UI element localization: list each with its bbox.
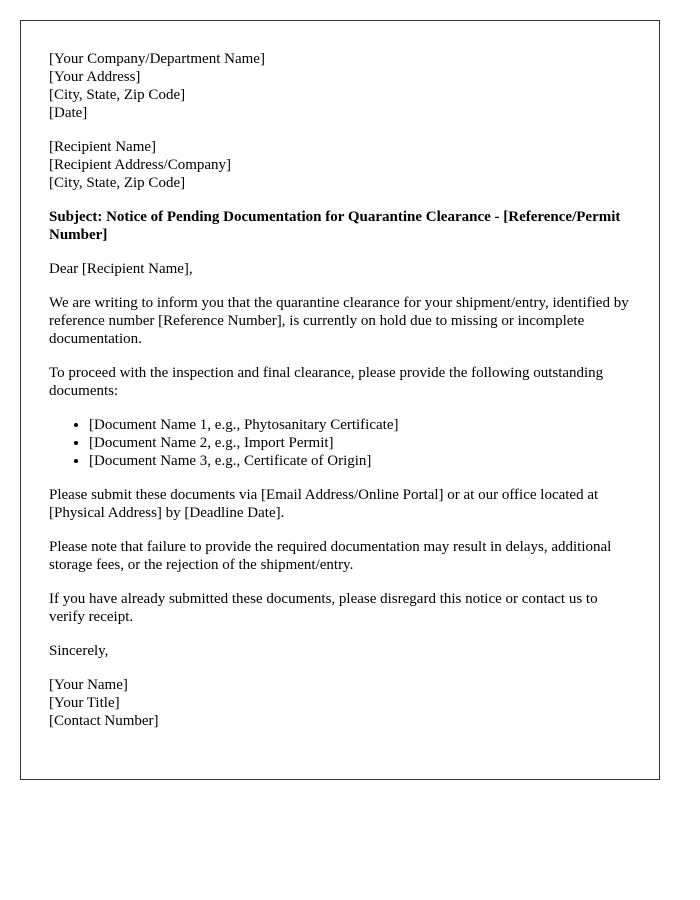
recipient-block (49, 138, 631, 192)
sender-city-state-zip: [City, State, Zip Code] (49, 87, 186, 103)
list-item: • [Document Name 2, e.g., Import Permit] (89, 434, 631, 452)
subject-line: Subject: Notice of Pending Documentation for Quarantine Clearance - [Reference/Permit Number] (49, 209, 621, 243)
submit-paragraph: Please submit these documents via [Email Address/Online Portal] or at our office located at [Physical Address] by [Deadline Date]. (49, 487, 599, 521)
recipient-address: [Recipient Address/Company] (49, 157, 232, 173)
recipient-name: [Recipient Name] (49, 139, 157, 155)
sender-company: [Your Company/Department Name] (49, 51, 265, 67)
request-paragraph: To proceed with the inspection and final clearance, please provide the following outstanding documents: (49, 365, 604, 399)
sender-address: [Your Address] (49, 69, 141, 85)
signature-title: [Your Title] (49, 695, 120, 711)
salutation: Dear [Recipient Name], (49, 261, 193, 277)
letter-date: [Date] (49, 105, 88, 121)
document-list (49, 416, 631, 470)
sender-block (49, 50, 631, 122)
closing: Sincerely, (49, 643, 109, 659)
disregard-paragraph: If you have already submitted these documents, please disregard this notice or contact us to verify receipt. (49, 591, 598, 625)
warning-paragraph: Please note that failure to provide the required documentation may result in delays, additional storage fees, or the rejection of the shipment/entry. (49, 539, 612, 573)
signature-block (49, 676, 631, 730)
list-item: • [Document Name 1, e.g., Phytosanitary Certificate] (89, 416, 631, 434)
letter-page (20, 20, 660, 780)
recipient-city-state-zip: [City, State, Zip Code] (49, 175, 186, 191)
signature-name: [Your Name] (49, 677, 128, 693)
list-item: • [Document Name 3, e.g., Certificate of Origin] (89, 452, 631, 470)
signature-contact: [Contact Number] (49, 713, 159, 729)
intro-paragraph: We are writing to inform you that the quarantine clearance for your shipment/entry, identified by reference number [Reference Number], is currently on hold due to missing or incomplete documentation. (49, 295, 629, 347)
